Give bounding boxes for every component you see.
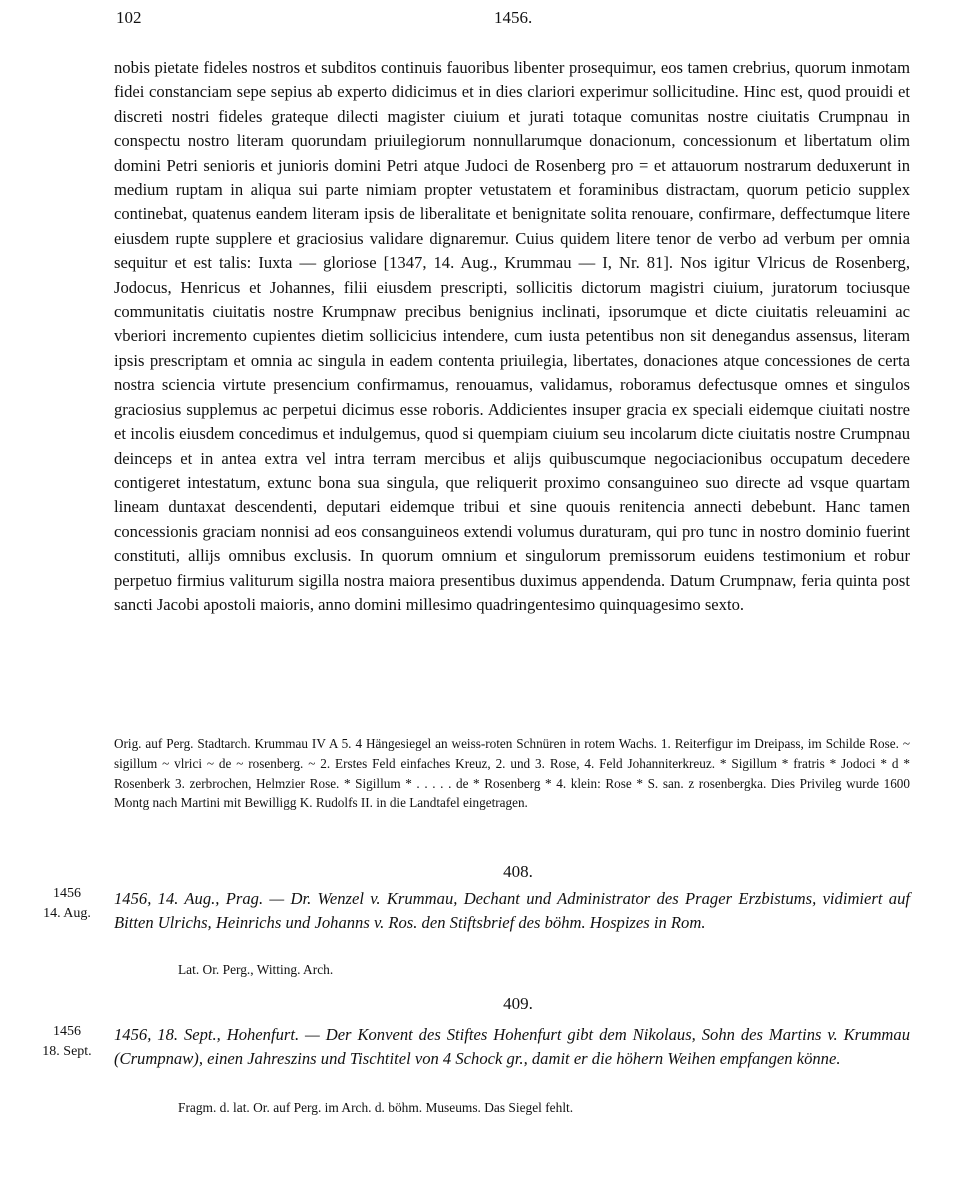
charter-text: nobis pietate fideles nostros et subditos continuis fauoribus libenter prosequimur, eos tamen crebrius, quorum inmotam fidei constanciam sepe sepius ab experto didicimus et in dies clariori experimur sollicitudine. Hinc est, quod prouidi et discreti nostri fideles grateque dilecti magister ciuium et jurati totaque comunitas nostre ciuitatis Crumpnau in conspectu nostro literam quorundam priuilegiorum nonnullarumque donacionum, concessionum et libertatum olim domini Petri senioris et junioris domini Petri atque Judoci de Rosenberg pro = et attauorum nostrarum deduxerunt in medium ruptam in aliqua sui parte nimiam propter vetustatem et foraminibus distractam, quorum peticio supplex continebat, quatenus eandem literam ipsis de liberalitate et benignitate solita renouare, confirmare, deffectumque litere eiusdem rupte supplere et graciosius validare dignaremur. Cuius quidem litere tenor de verbo ad verbum per omnia sequitur et est talis: Iuxta — gloriose [1347, 14. Aug., Krummau — I, Nr. 81]. Nos igitur Vlricus de Rosenberg, Jodocus, Henricus et Johannes, filii eiusdem prescripti, sollicitis dictorum magistri ciuium, juratorum tociusque communitatis ciuitatis nostre Krumpnaw precibus benignius inclinati, ipsorumque et dicte ciuitatis releuamini ac vberiori incremento cupientes dietim sollicicius intendere, cum iusta petentibus non sit denegandus assensus, literam ipsis prescriptam et omnia ac singula in eadem contenta priuilegia, libertates, donaciones atque concessiones de certa nostra sciencia virtute presencium confirmamus, renouamus, validamus, roboramus defectusque omnes et singulos graciosius supplemus ac perpetui dicimus esse roboris. Addicientes insuper gracia ex speciali eidemque ciuitati nostre et incolis eiusdem concedimus et indulgemus, quod si quempiam ciuium seu incolarum dicte ciuitatis nostre Crumpnau deinceps et in antea extra vel intra terram mercibus et alijs quibuscumque negociacionibus occupatum decedere contigeret intestatum, extunc bona sua singula, que reliquerit proximo consanguineo suo directe ad vsque quartam lineam duntaxat descendenti, deputari eidemque tribui et sine quouis renitencia annecti debebunt. Hanc tamen concessionis graciam nonnisi ad eos consanguineos extendi volumus duraturam, qui pro tunc in nostro dominio fuerint constituti, allijs omnibus exclusis. In quorum omnium et singulorum premissorum euidens testimonium et robur perpetuo firmius valiturum sigilla nostra maiora presentibus duximus appendenda. Datum Crumpnaw, feria quinta post sancti Jacobi apostoli maioris, anno domini millesimo quadringentesimo quinquagesimo sexto. — [114, 58, 910, 614]
regest-408: 1456, 14. Aug., Prag. — Dr. Wenzel v. Krummau, Dechant und Administrator des Prager Erzbistums, vidimiert auf Bitten Ulrichs, Heinrichs und Johanns v. Ros. den Stiftsbrief des böhm. Hospizes in Rom. — [114, 889, 910, 932]
margin-day: 14. Aug. — [43, 906, 91, 921]
margin-year: 1456 — [53, 886, 81, 901]
source-notes: Orig. auf Perg. Stadtarch. Krummau IV A 5. 4 Hängesiegel an weiss-roten Schnüren in rotem Wachs. 1. Reiterfigur im Dreipass, im Schilde Rose. ~ sigillum ~ vlrici ~ de ~ rosenberg. ~ 2. Erstes Feld einfaches Kreuz, 2. und 3. Rose, 4. Feld Johanniterkreuz. * Sigillum * fratris * Jodoci * d * Rosenberk 3. zerbrochen, Helmzier Rose. * Sigillum * . . . . . de * Rosenberg * 4. klein: Rose * S. san. z rosenbergka. Dies Privileg wurde 1600 Montg nach Martini mit Bewilligg K. Rudolfs II. in die Landtafel eingetragen. — [114, 736, 910, 811]
entry-number-409: 409. — [503, 994, 533, 1013]
margin-date-409 — [36, 1022, 98, 1062]
regest-409: 1456, 18. Sept., Hohenfurt. — Der Konvent des Stiftes Hohenfurt gibt dem Nikolaus, Sohn des Martins v. Krummau (Crumpnaw), einen Jahreszins und Tischtitel von 4 Schock gr., damit er die höhern Weihen empfangen könne. — [114, 1025, 910, 1068]
margin-year: 1456 — [53, 1024, 81, 1039]
entry-number-408: 408. — [503, 862, 533, 881]
page-number: 102 — [116, 8, 142, 27]
archive-note-408: Lat. Or. Perg., Witting. Arch. — [178, 962, 334, 977]
margin-date-408 — [36, 884, 98, 924]
archive-note-409: Fragm. d. lat. Or. auf Perg. im Arch. d. böhm. Museums. Das Siegel fehlt. — [178, 1100, 574, 1115]
running-year: 1456. — [494, 8, 533, 27]
margin-day: 18. Sept. — [42, 1044, 92, 1059]
